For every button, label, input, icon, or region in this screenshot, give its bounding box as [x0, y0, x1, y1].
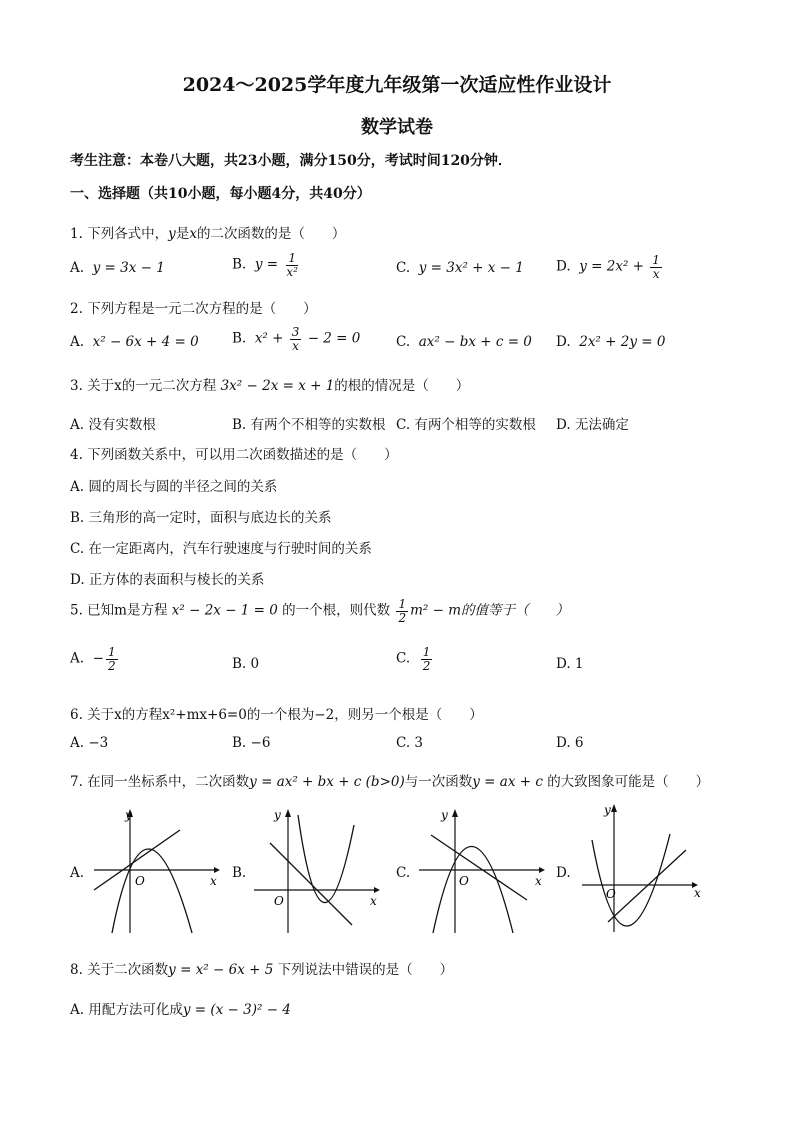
question-4-option-a[interactable]: A. 圆的周长与圆的半径之间的关系 [70, 479, 278, 495]
origin-label: O [135, 874, 145, 888]
question-7-graph-d[interactable] [578, 800, 718, 935]
axis-y-label: y [604, 803, 611, 817]
question-6-option-b[interactable]: B. −6 [232, 735, 271, 751]
question-7-option-a-label[interactable]: A. [70, 865, 85, 881]
question-2-option-d[interactable]: D. 2x² + 2y = 0 [556, 334, 666, 350]
question-4-option-c[interactable]: C. 在一定距离内，汽车行驶速度与行驶时间的关系 [70, 541, 372, 557]
question-5-option-a[interactable]: A. − $\frac{1}{2}$ [70, 645, 116, 673]
question-1-stem: 1. 下列各式中，y是x的二次函数的是（ ） [70, 226, 346, 242]
question-6-stem: 6. 关于x的方程x²+mx+6=0的一个根为−2，则另一个根是（ ） [70, 707, 483, 723]
question-3-option-d[interactable]: D. 无法确定 [556, 417, 629, 433]
question-6-option-a[interactable]: A. −3 [70, 735, 109, 751]
question-1-option-d[interactable]: D. y = 2x² + $\frac{1}{x}$ [556, 253, 660, 281]
axis-x-label: x [694, 886, 701, 900]
axis-x-label: x [210, 874, 217, 888]
question-5-option-b[interactable]: B. 0 [232, 656, 260, 672]
question-4-stem: 4. 下列函数关系中，可以用二次函数描述的是（ ） [70, 447, 398, 463]
axis-y-label: y [274, 808, 281, 822]
question-3-stem: 3. 关于x的一元二次方程 3x² − 2x = x + 1的根的情况是（ ） [70, 378, 470, 394]
question-8-option-a[interactable]: A. 用配方法可化成y = (x − 3)² − 4 [70, 1002, 291, 1018]
question-6-option-d[interactable]: D. 6 [556, 735, 584, 751]
question-6-option-c[interactable]: C. 3 [396, 735, 424, 751]
question-7-option-d-label[interactable]: D. [556, 865, 571, 881]
question-5-stem: 5. 已知m是方程 x² − 2x − 1 = 0 的一个根，则代数 $\frac{1}{2}$ m² − m的值等于（ ） [70, 597, 570, 625]
axis-y-label: y [125, 808, 132, 822]
question-5-option-d[interactable]: D. 1 [556, 656, 584, 672]
question-3-option-c[interactable]: C. 有两个相等的实数根 [396, 417, 536, 433]
question-7-option-b-label[interactable]: B. [232, 865, 247, 881]
exam-notice: 考生注意：本卷八大题，共23小题，满分150分，考试时间120分钟． [70, 153, 512, 169]
origin-label: O [606, 887, 616, 901]
question-5-option-c[interactable]: C. $\frac{1}{2}$ [396, 645, 431, 673]
question-1-option-b[interactable]: B. y = $\frac{1}{\text{x²}}$ [232, 251, 298, 279]
question-1-option-c[interactable]: C. y = 3x² + x − 1 [396, 260, 524, 276]
question-7-stem: 7. 在同一坐标系中，二次函数y = ax² + bx + c (b>0)与一次函数y = ax + c 的大致图象可能是（ ） [70, 774, 710, 790]
question-2-option-c[interactable]: C. ax² − bx + c = 0 [396, 334, 532, 350]
question-7-graph-b[interactable] [250, 805, 390, 935]
origin-label: O [459, 874, 469, 888]
axis-y-label: y [441, 808, 448, 822]
section-heading: 一、选择题（共10小题，每小题4分，共40分） [70, 186, 371, 202]
axis-x-label: x [370, 894, 377, 908]
exam-title: 2024～2025学年度九年级第一次适应性作业设计 [182, 74, 612, 96]
question-7-option-c-label[interactable]: C. [396, 865, 411, 881]
origin-label: O [274, 894, 284, 908]
question-4-option-d[interactable]: D. 正方体的表面积与棱长的关系 [70, 572, 265, 588]
question-1-option-a[interactable]: A. y = 3x − 1 [70, 260, 165, 276]
question-8-stem: 8. 关于二次函数y = x² − 6x + 5 下列说法中错误的是（ ） [70, 962, 454, 978]
question-4-option-b[interactable]: B. 三角形的高一定时，面积与底边长的关系 [70, 510, 332, 526]
exam-subtitle: 数学试卷 [361, 117, 433, 138]
question-7-graph-c[interactable] [415, 805, 555, 935]
axis-x-label: x [535, 874, 542, 888]
question-7-graph-a[interactable] [90, 805, 230, 935]
question-3-option-a[interactable]: A. 没有实数根 [70, 417, 156, 433]
question-3-option-b[interactable]: B. 有两个不相等的实数根 [232, 417, 386, 433]
question-2-option-b[interactable]: B. x² + $\frac{3}{x}$ − 2 = 0 [232, 325, 361, 353]
question-2-option-a[interactable]: A. x² − 6x + 4 = 0 [70, 334, 199, 350]
question-2-stem: 2. 下列方程是一元二次方程的是（ ） [70, 301, 317, 317]
